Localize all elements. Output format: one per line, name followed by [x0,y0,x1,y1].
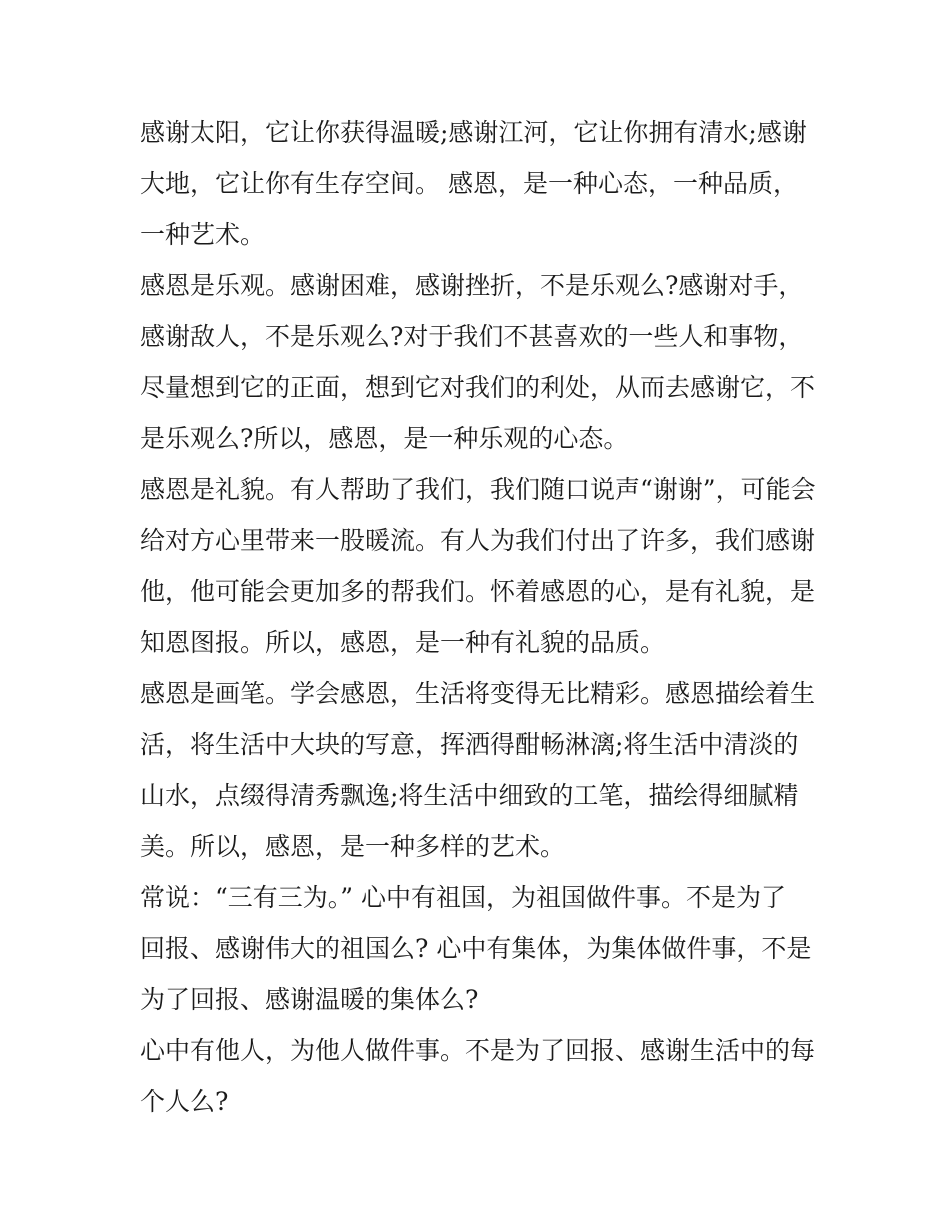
text-line: 感谢敌人，不是乐观么?对于我们不甚喜欢的一些人和事物， [140,322,804,351]
text-line: 美。所以，感恩，是一种多样的艺术。 [140,832,566,861]
body-text [140,107,820,1127]
text-line: 感谢太阳，它让你获得温暖;感谢江河，它让你拥有清水;感谢 [140,118,807,147]
text-line: 感恩是礼貌。有人帮助了我们，我们随口说声“谢谢”，可能会 [140,475,816,504]
text-line: 心中有他人，为他人做件事。不是为了回报、感谢生活中的每 [140,1036,816,1065]
text-line: 感恩是画笔。学会感恩，生活将变得无比精彩。感恩描绘着生 [140,679,816,708]
text-line: 常说：“三有三为。” 心中有祖国，为祖国做件事。不是为了 [140,883,787,912]
text-line: 大地，它让你有生存空间。 感恩，是一种心态，一种品质， [140,169,798,198]
text-line: 回报、感谢伟大的祖国么? 心中有集体，为集体做件事，不是 [140,934,812,963]
text-line: 他，他可能会更加多的帮我们。怀着感恩的心，是有礼貌，是 [140,577,816,606]
text-line: 给对方心里带来一股暖流。有人为我们付出了许多，我们感谢 [140,526,816,555]
text-line: 为了回报、感谢温暖的集体么? [140,985,479,1014]
text-line: 感恩是乐观。感谢困难，感谢挫折，不是乐观么?感谢对手， [140,271,804,300]
text-line: 活，将生活中大块的写意，挥洒得酣畅淋漓;将生活中清淡的 [140,730,799,759]
text-line: 个人么? [140,1087,229,1116]
text-line: 尽量想到它的正面，想到它对我们的利处，从而去感谢它，不 [140,373,816,402]
text-line: 一种艺术。 [140,220,266,249]
text-line: 是乐观么?所以，感恩，是一种乐观的心态。 [140,424,629,453]
text-line: 知恩图报。所以，感恩，是一种有礼貌的品质。 [140,628,666,657]
text-line: 山水，点缀得清秀飘逸;将生活中细致的工笔，描绘得细腻精 [140,781,799,810]
